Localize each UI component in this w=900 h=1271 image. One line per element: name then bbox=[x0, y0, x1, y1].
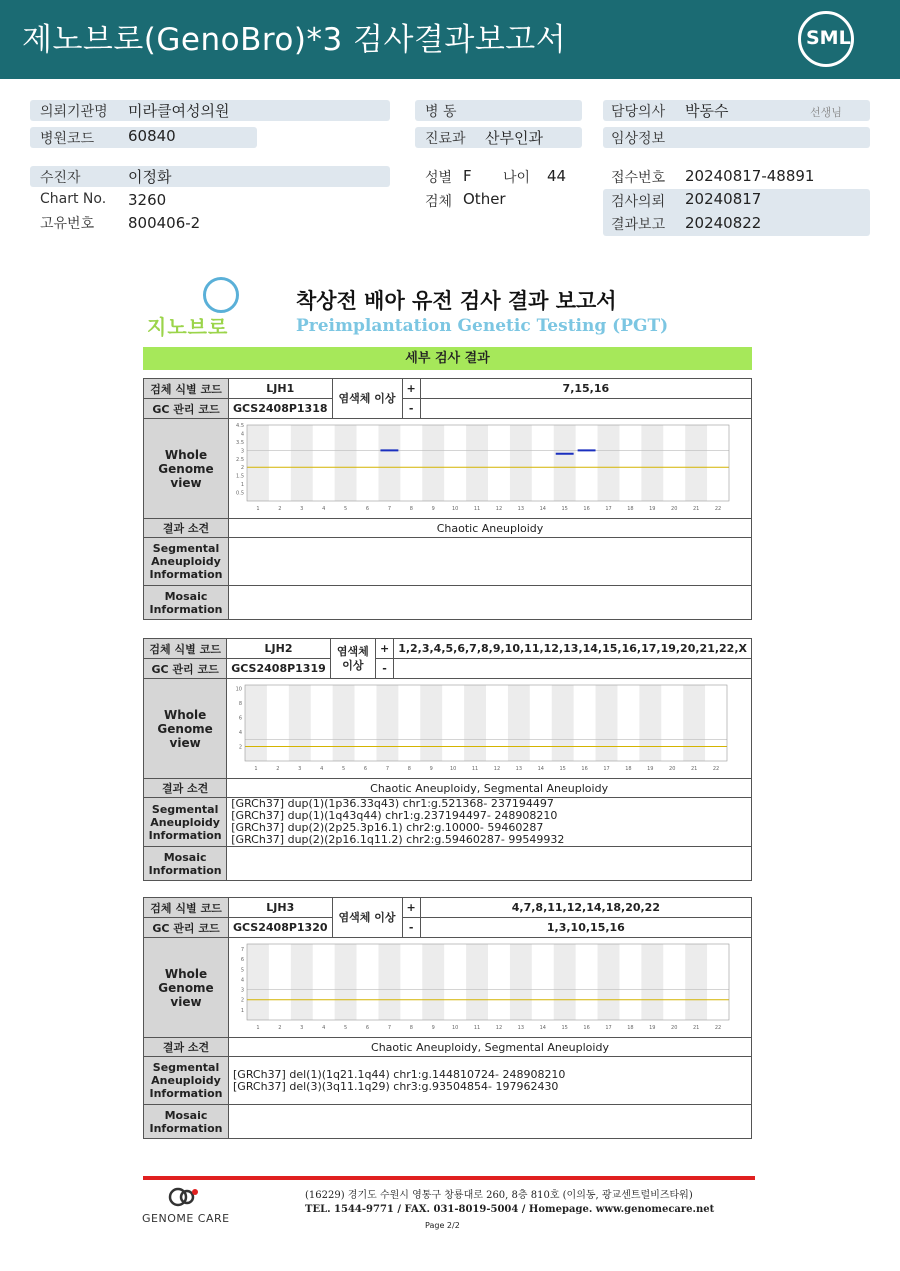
segmental-line: [GRCh37] dup(1)(1p36.33q43) chr1:g.521368- 237194497 bbox=[231, 797, 554, 810]
chromosome-band bbox=[245, 685, 267, 761]
x-tick-label: 13 bbox=[515, 766, 523, 772]
y-tick-label: 5 bbox=[240, 967, 244, 974]
chromosome-band bbox=[466, 425, 488, 501]
x-tick-label: 10 bbox=[450, 766, 457, 772]
x-tick-label: 18 bbox=[627, 506, 634, 512]
plus-chromosomes: 1,2,3,4,5,6,7,8,9,10,11,12,13,14,15,16,17,19,20,21,22,X bbox=[394, 639, 752, 659]
sample-id-label: 검체 식별 코드 bbox=[144, 379, 229, 399]
x-tick-label: 15 bbox=[559, 766, 567, 772]
pgt-title-ko: 착상전 배아 유전 검사 결과 보고서 bbox=[296, 289, 617, 313]
y-tick-label: 10 bbox=[235, 686, 243, 693]
y-tick-label: 7 bbox=[240, 947, 244, 954]
x-tick-label: 21 bbox=[692, 1025, 700, 1031]
x-tick-label: 12 bbox=[495, 506, 503, 512]
footer-address-block bbox=[305, 1189, 714, 1217]
y-tick-label: 3.5 bbox=[236, 439, 244, 446]
x-tick-label: 7 bbox=[386, 766, 390, 772]
chromosome-band bbox=[378, 944, 400, 1020]
segmental-line: [GRCh37] dup(2)(2p25.3p16.1) chr2:g.10000- 59460287 bbox=[231, 821, 544, 834]
y-tick-label: 8 bbox=[239, 701, 243, 708]
x-tick-label: 1 bbox=[256, 1025, 260, 1031]
x-tick-label: 22 bbox=[714, 1025, 722, 1031]
finding-label: 결과 소견 bbox=[144, 519, 229, 538]
x-tick-label: 2 bbox=[278, 506, 282, 512]
header-bar bbox=[0, 0, 900, 79]
chromosome-band bbox=[508, 685, 530, 761]
receipt-label: 접수번호 bbox=[611, 170, 666, 186]
x-tick-label: 21 bbox=[691, 766, 698, 772]
genome-plot-cell bbox=[227, 679, 752, 779]
gc-code: GCS2408P1320 bbox=[229, 918, 333, 938]
x-tick-label: 10 bbox=[451, 1025, 459, 1031]
pgt-title-en: Preimplantation Genetic Testing (PGT) bbox=[296, 316, 669, 336]
dept-label: 진료과 bbox=[425, 131, 466, 147]
x-tick-label: 20 bbox=[669, 766, 676, 772]
x-tick-label: 20 bbox=[671, 506, 678, 512]
finding-value: Chaotic Aneuploidy, Segmental Aneuploidy bbox=[227, 779, 752, 798]
x-tick-label: 11 bbox=[472, 766, 479, 772]
sample-table bbox=[143, 897, 752, 1139]
genobro-logo-mark bbox=[203, 277, 239, 313]
x-tick-label: 7 bbox=[387, 506, 392, 512]
plus-chromosomes: 7,15,16 bbox=[420, 379, 751, 399]
chromosome-band bbox=[247, 425, 269, 501]
y-tick-label: 3 bbox=[240, 448, 244, 455]
y-tick-label: 2 bbox=[240, 465, 244, 472]
segmental-label: Segmental Aneuploidy Information bbox=[144, 1057, 229, 1105]
y-tick-label: 2 bbox=[240, 997, 244, 1004]
genome-plot-cell bbox=[229, 419, 752, 519]
x-tick-label: 5 bbox=[342, 766, 346, 772]
y-tick-label: 6 bbox=[240, 957, 244, 964]
x-tick-label: 17 bbox=[603, 766, 610, 772]
sex-label: 성별 bbox=[425, 170, 453, 186]
patient-label: 수진자 bbox=[40, 170, 81, 186]
finding-label: 결과 소견 bbox=[144, 779, 227, 798]
sample-id: LJH3 bbox=[229, 898, 333, 918]
x-tick-label: 8 bbox=[409, 506, 413, 512]
genome-view-label: Whole Genome view bbox=[144, 938, 229, 1038]
x-tick-label: 16 bbox=[581, 766, 589, 772]
footer-contact: TEL. 1544-9771 / FAX. 031-8019-5004 / Homepage. www.genomecare.net bbox=[305, 1204, 715, 1215]
chromosome-band bbox=[685, 425, 707, 501]
x-tick-label: 22 bbox=[714, 506, 722, 512]
x-tick-label: 9 bbox=[431, 1025, 435, 1031]
plus-sign: + bbox=[402, 898, 420, 918]
genomecare-logo bbox=[142, 1186, 232, 1226]
segmental-label: Segmental Aneuploidy Information bbox=[144, 538, 229, 586]
request-label: 검사의뢰 bbox=[611, 194, 666, 210]
genome-plot-cell bbox=[229, 938, 752, 1038]
institution-label: 의뢰기관명 bbox=[40, 104, 108, 120]
x-tick-label: 3 bbox=[300, 1025, 304, 1031]
chromosome-band bbox=[422, 944, 444, 1020]
x-tick-label: 13 bbox=[517, 506, 525, 512]
age-value: 44 bbox=[547, 167, 567, 185]
x-tick-label: 15 bbox=[561, 506, 568, 512]
report-label: 결과보고 bbox=[611, 217, 666, 233]
x-tick-label: 20 bbox=[671, 1025, 678, 1031]
chromosome-band bbox=[641, 944, 663, 1020]
x-tick-label: 16 bbox=[583, 1025, 590, 1031]
y-tick-label: 2 bbox=[239, 744, 243, 751]
y-tick-label: 1 bbox=[240, 482, 244, 489]
x-tick-label: 13 bbox=[517, 1025, 525, 1031]
patient-value: 이정화 bbox=[128, 168, 172, 186]
x-tick-label: 19 bbox=[649, 1025, 656, 1031]
segmental-label: Segmental Aneuploidy Information bbox=[144, 798, 227, 847]
plus-chromosomes: 4,7,8,11,12,14,18,20,22 bbox=[420, 898, 751, 918]
chromosome-band bbox=[552, 685, 574, 761]
sample-table bbox=[143, 378, 752, 620]
mosaic-label: Mosaic Information bbox=[144, 847, 227, 881]
section-header: 세부 검사 결과 bbox=[143, 347, 752, 370]
chromosome-band bbox=[291, 425, 313, 501]
sml-logo-text: SML bbox=[806, 27, 851, 49]
minus-sign: - bbox=[402, 399, 420, 419]
info-pill bbox=[30, 166, 390, 187]
chromosome-band bbox=[247, 944, 269, 1020]
dept-value: 산부인과 bbox=[485, 129, 543, 147]
x-tick-label: 6 bbox=[365, 506, 370, 512]
chromosome-band bbox=[464, 685, 486, 761]
chromosome-band bbox=[554, 944, 576, 1020]
y-tick-label: 1 bbox=[240, 1007, 244, 1014]
genome-plot bbox=[231, 421, 733, 513]
footer-divider bbox=[143, 1176, 755, 1180]
y-tick-label: 1.5 bbox=[236, 473, 244, 480]
y-tick-label: 4.5 bbox=[236, 423, 244, 429]
segmental-line: [GRCh37] del(1)(1q21.1q44) chr1:g.144810724- 248908210 bbox=[233, 1067, 566, 1081]
segmental-line: [GRCh37] del(3)(3q11.1q29) chr3:g.93504854- 197962430 bbox=[233, 1079, 559, 1093]
x-tick-label: 11 bbox=[473, 506, 481, 512]
mosaic-value bbox=[229, 1105, 752, 1139]
hospital-code-value: 60840 bbox=[128, 127, 176, 145]
ward-label: 병 동 bbox=[425, 104, 457, 120]
chromosome-band bbox=[641, 425, 663, 501]
receipt-value: 20240817-48891 bbox=[685, 167, 815, 185]
sample-id: LJH2 bbox=[227, 639, 331, 659]
x-tick-label: 12 bbox=[495, 1025, 503, 1031]
genomecare-logo-mark bbox=[167, 1186, 201, 1208]
minus-sign: - bbox=[375, 659, 393, 679]
uid-label: 고유번호 bbox=[40, 216, 95, 232]
segmental-line: [GRCh37] dup(1)(1q43q44) chr1:g.237194497- 248908210 bbox=[231, 809, 558, 822]
y-tick-label: 4 bbox=[240, 431, 244, 438]
request-value: 20240817 bbox=[685, 190, 762, 208]
x-tick-label: 17 bbox=[605, 1025, 612, 1031]
gc-code-label: GC 관리 코드 bbox=[144, 399, 229, 419]
x-tick-label: 3 bbox=[300, 506, 304, 512]
x-tick-label: 5 bbox=[343, 1025, 348, 1031]
chromosome-band bbox=[510, 944, 532, 1020]
chromosome-band bbox=[289, 685, 311, 761]
x-tick-label: 1 bbox=[254, 766, 258, 772]
x-tick-label: 4 bbox=[322, 1025, 326, 1031]
sample-table bbox=[143, 638, 752, 881]
chart-label: Chart No. bbox=[40, 191, 107, 207]
x-tick-label: 11 bbox=[473, 1025, 481, 1031]
x-tick-label: 1 bbox=[256, 506, 260, 512]
chromosome-band bbox=[378, 425, 400, 501]
x-tick-label: 6 bbox=[364, 766, 368, 772]
finding-value: Chaotic Aneuploidy bbox=[229, 519, 752, 538]
mosaic-label: Mosaic Information bbox=[144, 586, 229, 620]
x-tick-label: 10 bbox=[451, 506, 459, 512]
page-number: Page 2/2 bbox=[425, 1221, 460, 1230]
segmental-value bbox=[227, 798, 752, 847]
x-tick-label: 16 bbox=[583, 506, 590, 512]
abnormality-label: 염색체 이상 bbox=[332, 379, 402, 419]
x-tick-label: 19 bbox=[649, 506, 656, 512]
chromosome-band bbox=[596, 685, 618, 761]
genome-plot bbox=[229, 681, 731, 773]
genobro-logo bbox=[145, 277, 260, 337]
y-tick-label: 3 bbox=[240, 987, 244, 994]
x-tick-label: 18 bbox=[625, 766, 632, 772]
hospital-code-label: 병원코드 bbox=[40, 131, 95, 147]
age-label: 나이 bbox=[503, 170, 531, 186]
y-tick-label: 4 bbox=[240, 977, 244, 984]
x-tick-label: 14 bbox=[539, 506, 546, 512]
y-tick-label: 0.5 bbox=[236, 490, 244, 497]
y-tick-label: 2.5 bbox=[236, 456, 244, 463]
report-value: 20240822 bbox=[685, 214, 762, 232]
chromosome-band bbox=[335, 425, 357, 501]
x-tick-label: 15 bbox=[561, 1025, 568, 1031]
chromosome-band bbox=[598, 944, 620, 1020]
chromosome-band bbox=[466, 944, 488, 1020]
report-title: 제노브로(GenoBro)*3 검사결과보고서 bbox=[22, 22, 567, 58]
minus-chromosomes: 1,3,10,15,16 bbox=[420, 918, 751, 938]
x-tick-label: 18 bbox=[627, 1025, 634, 1031]
x-tick-label: 2 bbox=[278, 1025, 282, 1031]
chromosome-band bbox=[640, 685, 662, 761]
abnormality-label: 염색체 이상 bbox=[330, 639, 375, 679]
x-tick-label: 7 bbox=[387, 1025, 392, 1031]
chromosome-band bbox=[510, 425, 532, 501]
x-tick-label: 8 bbox=[409, 1025, 413, 1031]
gc-code-label: GC 관리 코드 bbox=[144, 659, 227, 679]
chromosome-band bbox=[598, 425, 620, 501]
sex-value: F bbox=[463, 167, 472, 185]
x-tick-label: 9 bbox=[429, 766, 434, 772]
finding-value: Chaotic Aneuploidy, Segmental Aneuploidy bbox=[229, 1038, 752, 1057]
gc-code-label: GC 관리 코드 bbox=[144, 918, 229, 938]
gc-code: GCS2408P1318 bbox=[229, 399, 333, 419]
minus-chromosomes bbox=[420, 399, 751, 419]
x-tick-label: 2 bbox=[276, 766, 280, 772]
sample-id-label: 검체 식별 코드 bbox=[144, 898, 229, 918]
chromosome-band bbox=[421, 685, 443, 761]
chromosome-band bbox=[291, 944, 313, 1020]
chromosome-band bbox=[554, 425, 576, 501]
x-tick-label: 8 bbox=[407, 766, 412, 772]
plus-sign: + bbox=[402, 379, 420, 399]
chromosome-band bbox=[333, 685, 355, 761]
genobro-logo-text: 지노브로 bbox=[147, 315, 229, 339]
x-tick-label: 14 bbox=[539, 1025, 546, 1031]
specimen-label: 검체 bbox=[425, 194, 453, 210]
doctor-suffix: 선생님 bbox=[810, 106, 842, 119]
chromosome-band bbox=[422, 425, 444, 501]
footer-address: (16229) 경기도 수원시 영통구 창룡대로 260, 8층 810호 (이의동, 광교센트럴비즈타워) bbox=[305, 1190, 693, 1201]
x-tick-label: 21 bbox=[692, 506, 700, 512]
minus-chromosomes bbox=[394, 659, 752, 679]
institution-value: 미라클여성의원 bbox=[128, 102, 230, 120]
genome-view-label: Whole Genome view bbox=[144, 679, 227, 779]
chromosome-band bbox=[683, 685, 705, 761]
chromosome-band bbox=[377, 685, 399, 761]
genomecare-logo-text: GENOME CARE bbox=[142, 1212, 230, 1225]
doctor-value: 박동수 bbox=[685, 102, 729, 120]
genome-view-label: Whole Genome view bbox=[144, 419, 229, 519]
chromosome-band bbox=[685, 944, 707, 1020]
finding-label: 결과 소견 bbox=[144, 1038, 229, 1057]
x-tick-label: 12 bbox=[494, 766, 501, 772]
specimen-value: Other bbox=[463, 190, 506, 208]
doctor-label: 담당의사 bbox=[611, 104, 666, 120]
sample-id-label: 검체 식별 코드 bbox=[144, 639, 227, 659]
x-tick-label: 14 bbox=[537, 766, 545, 772]
mosaic-label: Mosaic Information bbox=[144, 1105, 229, 1139]
x-tick-label: 19 bbox=[647, 766, 654, 772]
segmental-value bbox=[229, 538, 752, 586]
x-tick-label: 17 bbox=[605, 506, 612, 512]
x-tick-label: 9 bbox=[431, 506, 435, 512]
abnormality-label: 염색체 이상 bbox=[332, 898, 402, 938]
clinical-label: 임상정보 bbox=[611, 131, 666, 147]
chromosome-band bbox=[335, 944, 357, 1020]
y-tick-label: 4 bbox=[239, 730, 243, 737]
x-tick-label: 3 bbox=[298, 766, 302, 772]
minus-sign: - bbox=[402, 918, 420, 938]
genome-plot bbox=[231, 940, 733, 1032]
x-tick-label: 4 bbox=[320, 766, 324, 772]
x-tick-label: 6 bbox=[365, 1025, 370, 1031]
uid-value: 800406-2 bbox=[128, 214, 201, 232]
x-tick-label: 4 bbox=[322, 506, 326, 512]
y-tick-label: 6 bbox=[239, 715, 243, 722]
mosaic-value bbox=[229, 586, 752, 620]
sample-id: LJH1 bbox=[229, 379, 333, 399]
mosaic-value bbox=[227, 847, 752, 881]
segmental-line: [GRCh37] dup(2)(2p16.1q11.2) chr2:g.59460287- 99549932 bbox=[231, 833, 565, 846]
segmental-value bbox=[229, 1057, 752, 1105]
chart-value: 3260 bbox=[128, 191, 167, 209]
x-tick-label: 5 bbox=[343, 506, 348, 512]
sml-logo bbox=[798, 11, 854, 67]
x-tick-label: 22 bbox=[713, 766, 720, 772]
plus-sign: + bbox=[375, 639, 393, 659]
gc-code: GCS2408P1319 bbox=[227, 659, 331, 679]
